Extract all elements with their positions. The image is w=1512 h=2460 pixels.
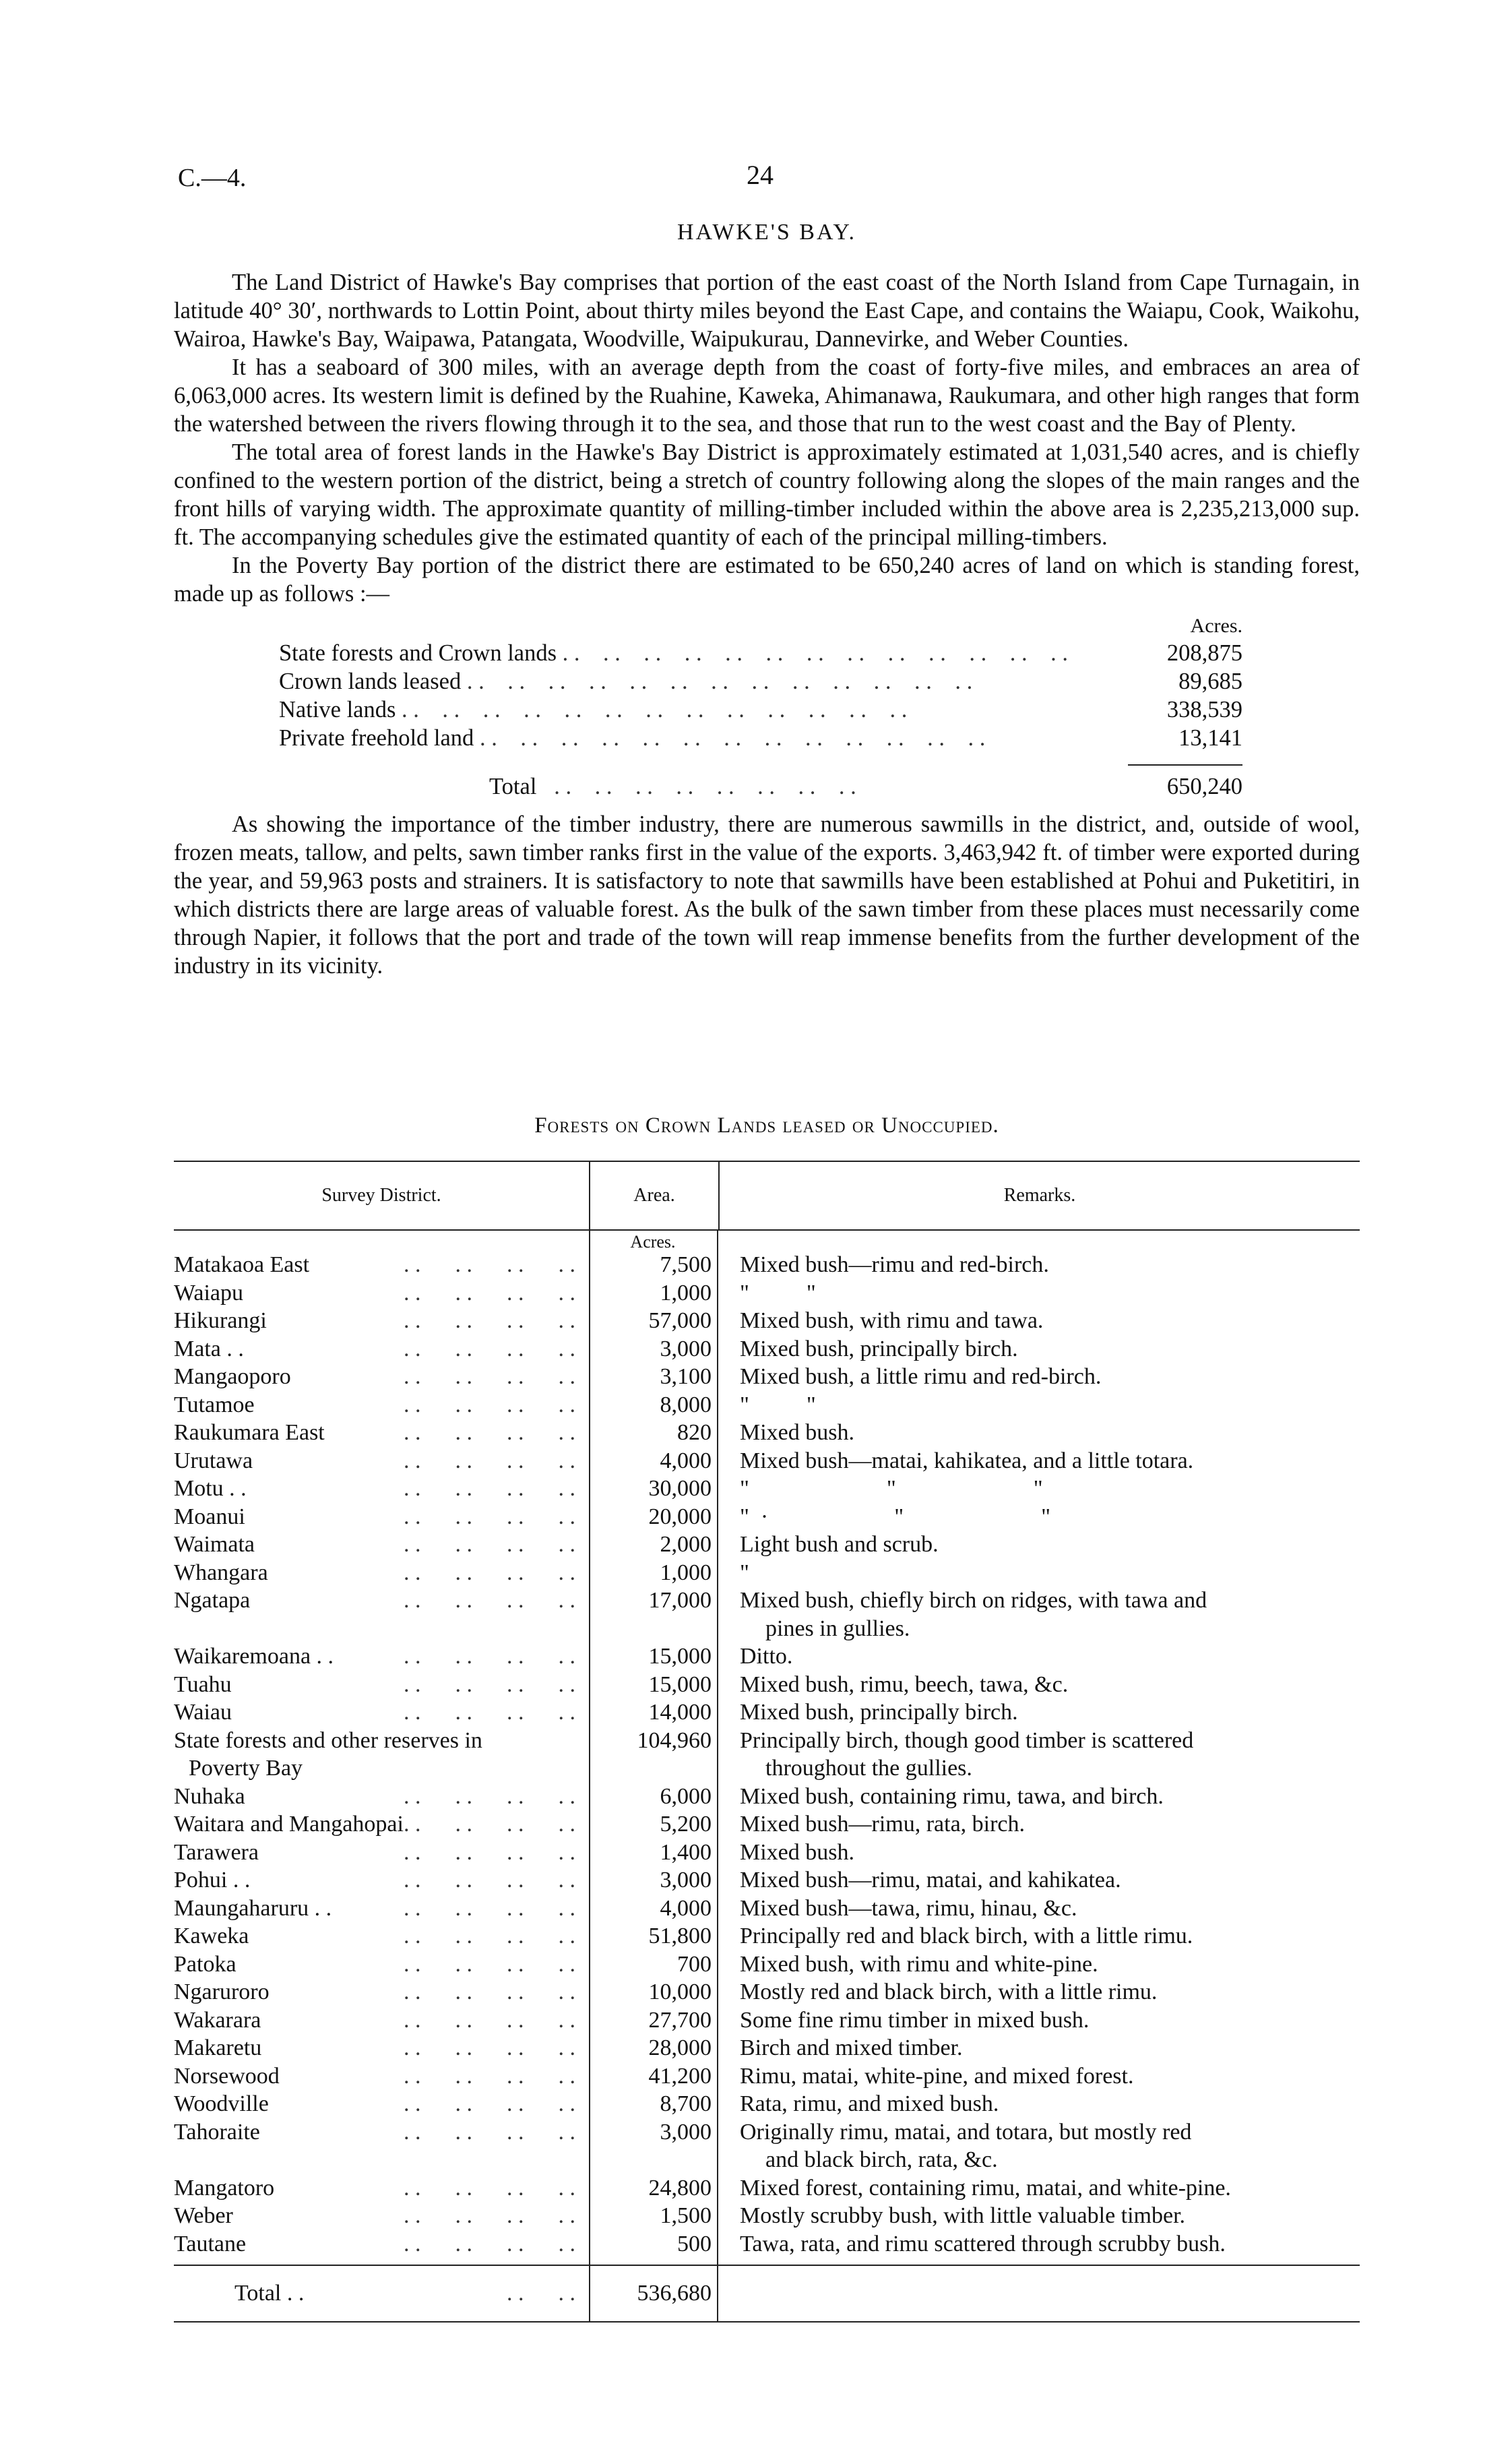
survey-district-name: Maungaharuru . .: [174, 1895, 332, 1921]
survey-district-cell: [174, 2090, 578, 2118]
area-cell: 24,800: [648, 2175, 712, 2201]
remarks-cell: [717, 1475, 1360, 1503]
acreage-row: [279, 724, 1242, 752]
survey-district-name: Waimata: [174, 1532, 255, 1557]
survey-district-name: Hikurangi: [174, 1308, 267, 1333]
acreage-label: Native lands . .: [279, 696, 1114, 724]
remarks-text: Some fine rimu timber in mixed bush.: [740, 2007, 1090, 2033]
table-row: [174, 2062, 1360, 2091]
survey-district-cell: [174, 1950, 578, 1979]
survey-district-name: Mata . .: [174, 1336, 244, 1361]
leader-dots: . . . . . . . .: [404, 1810, 575, 1839]
remarks-cell: [717, 1810, 1360, 1839]
leader-dots: . . . . . . . .: [404, 1866, 575, 1895]
remarks-text: Principally birch, though good timber is scattered: [740, 1727, 1194, 1753]
acreage-total-label: Total . .: [279, 772, 1114, 801]
survey-district-name: Matakaoa East: [174, 1252, 310, 1277]
remarks-text: Light bush and scrub.: [740, 1532, 939, 1557]
survey-district-cell: [174, 1783, 578, 1811]
remarks-text: Ditto.: [740, 1644, 793, 1669]
survey-district-cell: [174, 1279, 578, 1308]
area-cell: 3,000: [660, 1868, 712, 1893]
acreage-total-value: 650,240: [1166, 774, 1242, 799]
area-cell: 820: [677, 1420, 712, 1445]
area-cell: 3,100: [660, 1364, 712, 1389]
acreage-row: [279, 667, 1242, 696]
survey-district-name: Nuhaka: [174, 1783, 245, 1809]
remarks-cell: [717, 1251, 1360, 1279]
area-cell: 1,000: [660, 1280, 712, 1305]
leader-dots: . . . . . . . .: [404, 1335, 575, 1363]
page-header: [174, 159, 1360, 199]
forest-table: [174, 1161, 1360, 2323]
acreage-table: [279, 613, 1242, 801]
survey-district-cell: [174, 1503, 578, 1531]
remarks-text: Mixed bush—rimu, matai, and kahikatea.: [740, 1868, 1121, 1893]
leader-dots: . . . . . . . .: [404, 1950, 575, 1979]
paragraph: It has a seaboard of 300 miles, with an average depth from the coast of forty-five miles, and embraces an area of 6,063,000 acres. Its western limit is defined by the Ruahine, Kaweka, Ahimanawa, Raukumara, and other high ranges that form the watershed between the rivers flowing through it to the sea, and those that run to the west coast and the Bay of Plenty.: [174, 355, 1360, 437]
table-total-row: [174, 2265, 1360, 2321]
remarks-text: Principally red and black birch, with a little rimu.: [740, 1924, 1193, 1948]
survey-district-cell: [174, 1922, 578, 1950]
leader-dots: . . . . . . . .: [404, 1922, 575, 1950]
survey-district-name: Tuahu: [174, 1671, 232, 1697]
leader-dots: . . . . . . . .: [404, 1642, 575, 1671]
table-row: [174, 1727, 1360, 1783]
survey-district-name: Ngaruroro: [174, 1979, 270, 2004]
area-cell: 500: [677, 2231, 712, 2256]
table-row: [174, 2174, 1360, 2203]
area-unit-row: [174, 1231, 1360, 1251]
paragraph: The Land District of Hawke's Bay comprises that portion of the east coast of the North Island from Cape Turnagain, in latitude 40° 30′, northwards to Lottin Point, about thirty miles beyond the East Cape, and contains the Waiapu, Cook, Waikohu, Wairoa, Hawke's Bay, Waipawa, Patangata, Woodville, Waipukurau, Dannevirke, and Weber Counties.: [174, 270, 1360, 352]
table-row: [174, 1698, 1360, 1727]
leader-dots: . . . . . . . .: [404, 1587, 575, 1615]
area-cell: 27,700: [648, 2007, 712, 2033]
survey-district-cell: [174, 1559, 578, 1587]
survey-district-cell: [174, 1642, 578, 1671]
remarks-cell: [717, 1866, 1360, 1895]
survey-district-cell: [174, 1335, 578, 1363]
remarks-cell: [717, 1503, 1360, 1531]
remarks-text: Mixed bush, chiefly birch on ridges, with tawa and: [740, 1588, 1207, 1613]
table-row: [174, 1950, 1360, 1979]
survey-district-name: Woodville: [174, 2091, 269, 2116]
table-row: [174, 2230, 1360, 2258]
area-cell: 8,700: [660, 2091, 712, 2116]
remarks-cell: [717, 1279, 1360, 1308]
survey-district-name: Patoka: [174, 1951, 237, 1977]
table-row: [174, 1531, 1360, 1559]
area-cell: 15,000: [648, 1671, 712, 1697]
survey-district-name: Moanui: [174, 1504, 245, 1529]
leader-dots: . . . . . . . .: [404, 2062, 575, 2091]
survey-district-name: Urutawa: [174, 1448, 253, 1473]
forest-table-title: Forests on Crown Lands leased or Unoccupied.: [534, 1113, 999, 1138]
table-row: [174, 2006, 1360, 2035]
survey-district-cell: [174, 1866, 578, 1895]
remarks-text: Mixed bush, principally birch.: [740, 1336, 1018, 1361]
remarks-cell: [717, 2230, 1360, 2258]
leader-dots: . . . . . . . .: [404, 1671, 575, 1699]
total-label: Total . .: [234, 2281, 305, 2306]
leader-dots: . . . . . . . .: [404, 1391, 575, 1419]
table-row: [174, 1587, 1360, 1642]
remarks-cell: [717, 2006, 1360, 2035]
table-row: [174, 1475, 1360, 1503]
area-cell: 104,960: [637, 1727, 712, 1753]
survey-district-name: Raukumara East: [174, 1420, 325, 1445]
survey-district-cell: [174, 1447, 578, 1475]
area-cell: 4,000: [660, 1448, 712, 1473]
acreage-row: [279, 639, 1242, 667]
remarks-cell: [717, 1671, 1360, 1699]
table-row: [174, 1922, 1360, 1950]
remarks-cell: [717, 2174, 1360, 2203]
survey-district-cell: [174, 1810, 578, 1839]
leader-dots: . . . . . . . .: [404, 1307, 575, 1335]
remarks-cell: [717, 2202, 1360, 2230]
area-cell: 51,800: [648, 1924, 712, 1948]
survey-district-name: Mangatoro: [174, 2175, 275, 2201]
table-header: [174, 1162, 1360, 1231]
acreage-total-row: [279, 772, 1242, 801]
table-row: [174, 2034, 1360, 2062]
remarks-text: Mixed bush.: [740, 1839, 854, 1865]
remarks-text: Mixed bush, with rimu and white-pine.: [740, 1951, 1098, 1977]
acreage-value: 13,141: [1178, 725, 1242, 751]
survey-district-name: Weber: [174, 2203, 233, 2228]
leader-dots: . . . . . . . .: [404, 2202, 575, 2230]
area-cell: 28,000: [648, 2035, 712, 2060]
table-row: [174, 2202, 1360, 2230]
remarks-text: Mixed bush, rimu, beech, tawa, &c.: [740, 1671, 1069, 1697]
remarks-cell: [717, 1895, 1360, 1923]
area-cell: 8,000: [660, 1392, 712, 1417]
survey-district-cell: [174, 1251, 578, 1279]
table-row: [174, 1363, 1360, 1391]
area-cell: 30,000: [648, 1476, 712, 1501]
remarks-cell: [717, 1559, 1360, 1587]
area-cell: 17,000: [648, 1588, 712, 1613]
leader-dots: . . . . . . . .: [404, 1419, 575, 1447]
table-row: [174, 1279, 1360, 1308]
survey-district-name: Mangaoporo: [174, 1364, 291, 1389]
table-row: [174, 1642, 1360, 1671]
survey-district-cell: [174, 2062, 578, 2091]
table-row: [174, 1783, 1360, 1811]
leader-dots: . . . . . . . .: [404, 1839, 575, 1867]
survey-district-cell: [174, 1363, 578, 1391]
area-cell: 6,000: [660, 1783, 712, 1809]
remarks-text: Originally rimu, matai, and totara, but mostly red: [740, 2119, 1192, 2145]
remarks-text: Rimu, matai, white-pine, and mixed forest.: [740, 2063, 1134, 2089]
survey-district-cell: [174, 1307, 578, 1335]
table-row: [174, 1503, 1360, 1531]
remarks-cell: [717, 1922, 1360, 1950]
leader-dots: . . . . . . . .: [404, 1531, 575, 1559]
area-cell: 15,000: [648, 1644, 712, 1669]
leader-dots: . . . . . . . .: [404, 1251, 575, 1279]
area-cell: 10,000: [648, 1979, 712, 2004]
leader-dots: . . . . . . . .: [404, 2090, 575, 2118]
table-row: [174, 1978, 1360, 2006]
table-row: [174, 1447, 1360, 1475]
acreage-label: Crown lands leased . .: [279, 667, 1114, 696]
survey-district-name: Ngatapa: [174, 1588, 251, 1613]
total-cell: [174, 2281, 578, 2306]
acreage-value: 208,875: [1166, 640, 1242, 666]
document-code: C.—4.: [178, 164, 247, 192]
area-cell: 41,200: [648, 2063, 712, 2089]
table-row: [174, 1866, 1360, 1895]
table-row: [174, 2090, 1360, 2118]
survey-district-cell: [174, 2118, 578, 2174]
area-cell: 5,200: [660, 1812, 712, 1837]
survey-district-cell: [174, 1727, 578, 1783]
acreage-unit: Acres.: [1190, 615, 1242, 637]
remarks-cell: [717, 2062, 1360, 2091]
survey-district-name: Norsewood: [174, 2063, 280, 2089]
remarks-continuation: and black birch, rata, &c.: [765, 2147, 998, 2172]
header-survey-district: Survey District.: [174, 1162, 590, 1229]
remarks-text: Mixed bush, principally birch.: [740, 1700, 1018, 1725]
survey-district-name: Wakarara: [174, 2007, 261, 2033]
remarks-cell: [717, 1642, 1360, 1671]
acreage-value: 338,539: [1166, 697, 1242, 722]
remarks-cell: [717, 1419, 1360, 1447]
survey-district-cell: [174, 2006, 578, 2035]
remarks-text: Mixed bush, a little rimu and red-birch.: [740, 1364, 1102, 1389]
survey-district-name: State forests and other reserves in: [174, 1727, 482, 1753]
area-cell: 7,500: [660, 1252, 712, 1277]
area-cell: 14,000: [648, 1700, 712, 1725]
survey-district-name: Whangara: [174, 1560, 268, 1585]
leader-dots: . . . . . . . .: [404, 2034, 575, 2062]
area-cell: 3,000: [660, 1336, 712, 1361]
survey-district-cell: [174, 1698, 578, 1727]
leader-dots: . . . . . . . .: [404, 1978, 575, 2006]
survey-district-name: Waiau: [174, 1700, 232, 1725]
remarks-text: Mixed bush.: [740, 1420, 854, 1445]
area-unit: Acres.: [630, 1232, 676, 1252]
remarks-text: " " ": [740, 1476, 1043, 1501]
survey-district-name: Tarawera: [174, 1839, 259, 1865]
remarks-text: Mostly scrubby bush, with little valuable timber.: [740, 2203, 1186, 2228]
table-row: [174, 2118, 1360, 2174]
survey-district-name: Pohui . .: [174, 1868, 251, 1893]
survey-district-cell: [174, 2174, 578, 2203]
survey-district-name: Tautane: [174, 2231, 247, 2256]
area-cell: 1,000: [660, 1560, 712, 1585]
survey-district-cell: [174, 1391, 578, 1419]
remarks-cell: [717, 1698, 1360, 1727]
remarks-text: Mostly red and black birch, with a little rimu.: [740, 1979, 1158, 2004]
table-row: [174, 1251, 1360, 1279]
survey-district-cell: [174, 2202, 578, 2230]
table-row: [174, 1839, 1360, 1867]
remarks-cell: [717, 1447, 1360, 1475]
paragraph: The total area of forest lands in the Hawke's Bay District is approximately estimated at 1,031,540 acres, and is chiefly confined to the western portion of the district, being a stretch of country following along the slopes of the main ranges and the front hills of varying width. The approximate quantity of milling-timber included within the above area is 2,235,213,000 sup. ft. The accompanying schedules give the estimated quantity of each of the principal milling-timbers.: [174, 439, 1360, 550]
leader-dots: . . . . . . . .: [404, 2230, 575, 2258]
remarks-text: " ": [740, 1392, 816, 1417]
table-row: [174, 1307, 1360, 1335]
survey-district-cell: [174, 1978, 578, 2006]
remarks-text: Birch and mixed timber.: [740, 2035, 963, 2060]
area-cell: 1,500: [660, 2203, 712, 2228]
table-row: [174, 1335, 1360, 1363]
remarks-text: Tawa, rata, and rimu scattered through scrubby bush.: [740, 2231, 1226, 2256]
leader-dots: . . . . . . . .: [404, 2006, 575, 2035]
leader-dots: . . . . . . . .: [404, 1559, 575, 1587]
survey-district-cell: [174, 1475, 578, 1503]
paragraph: As showing the importance of the timber industry, there are numerous sawmills in the district, and, outside of wool, frozen meats, tallow, and pelts, sawn timber ranks first in the value of the exports. 3,463,942 ft. of timber were exported during the year, and 59,963 posts and strainers. It is satisfactory to note that sawmills have been established at Pohui and Puketitiri, in which districts there are large areas of valuable forest. As the bulk of the sawn timber from these places must necessarily come through Napier, it follows that the port and trade of the town will reap immense benefits from the further development of the industry in its vicinity.: [174, 811, 1360, 979]
area-cell: 700: [677, 1951, 712, 1977]
table-row: [174, 1810, 1360, 1839]
table-row: [174, 1895, 1360, 1923]
remarks-text: Mixed bush—rimu, rata, birch.: [740, 1812, 1026, 1837]
table-row: [174, 1559, 1360, 1587]
remarks-cell: [717, 2034, 1360, 2062]
remarks-text: " · " ": [740, 1504, 1050, 1529]
table-row: [174, 1671, 1360, 1699]
survey-district-continuation: Poverty Bay: [189, 1756, 303, 1781]
page-number: 24: [747, 160, 774, 190]
remarks-text: Mixed bush—matai, kahikatea, and a little totara.: [740, 1448, 1194, 1473]
survey-district-name: Waiapu: [174, 1280, 243, 1305]
leader-dots: . . . . . . . .: [404, 1503, 575, 1531]
remarks-cell: [717, 1391, 1360, 1419]
area-cell: 1,400: [660, 1839, 712, 1865]
leader-dots: . . . . . . . .: [404, 1363, 575, 1391]
area-cell: 2,000: [660, 1532, 712, 1557]
leader-dots: . . . . . . . .: [404, 1447, 575, 1475]
remarks-continuation: throughout the gullies.: [765, 1756, 972, 1781]
survey-district-name: Makaretu: [174, 2035, 262, 2060]
remarks-cell: [717, 1307, 1360, 1335]
table-row: [174, 1419, 1360, 1447]
body-text: [174, 268, 1360, 980]
remarks-cell: [717, 1335, 1360, 1363]
remarks-cell: [717, 1839, 1360, 1867]
area-cell: 57,000: [648, 1308, 712, 1333]
acreage-row: [279, 696, 1242, 724]
leader-dots: . . . . . . . .: [404, 1783, 575, 1811]
survey-district-name: Waitara and Mangahopai: [174, 1812, 404, 1837]
total-rule: [1128, 764, 1242, 766]
remarks-text: Mixed bush—tawa, rimu, hinau, &c.: [740, 1895, 1077, 1921]
survey-district-cell: [174, 1587, 578, 1642]
remarks-cell: [717, 1531, 1360, 1559]
survey-district-cell: [174, 1419, 578, 1447]
leader-dots: . . . . . . . .: [404, 1698, 575, 1727]
remarks-text: Mixed bush—rimu and red-birch.: [740, 1252, 1049, 1277]
table-row: [174, 1391, 1360, 1419]
leader-dots: . . . . . . . .: [404, 2174, 575, 2203]
remarks-cell: [717, 2090, 1360, 2118]
leader-dots: . . . . . . . .: [404, 1895, 575, 1923]
survey-district-cell: [174, 1671, 578, 1699]
acreage-value: 89,685: [1178, 669, 1242, 694]
acreage-label: State forests and Crown lands . .: [279, 639, 1114, 667]
remarks-cell: [717, 1950, 1360, 1979]
area-cell: 4,000: [660, 1895, 712, 1921]
area-cell: 3,000: [660, 2119, 712, 2145]
survey-district-cell: [174, 1531, 578, 1559]
survey-district-name: Kaweka: [174, 1924, 249, 1948]
remarks-text: ": [740, 1560, 749, 1585]
table-bottom-rule: [174, 2321, 1360, 2323]
remarks-cell: [717, 1363, 1360, 1391]
remarks-text: Mixed forest, containing rimu, matai, and white-pine.: [740, 2175, 1231, 2201]
remarks-text: Rata, rimu, and mixed bush.: [740, 2091, 999, 2116]
section-title: HAWKE'S BAY.: [676, 220, 857, 245]
remarks-text: Mixed bush, containing rimu, tawa, and birch.: [740, 1783, 1164, 1809]
remarks-text: Mixed bush, with rimu and tawa.: [740, 1308, 1044, 1333]
total-value: 536,680: [637, 2281, 712, 2306]
survey-district-cell: [174, 1895, 578, 1923]
area-cell: 20,000: [648, 1504, 712, 1529]
acreage-label: Private freehold land . .: [279, 724, 1114, 752]
leader-dots: . . . .: [507, 2281, 575, 2306]
survey-district-cell: [174, 2230, 578, 2258]
survey-district-name: Motu . .: [174, 1476, 247, 1501]
remarks-cell: [717, 2118, 1360, 2174]
survey-district-name: Waikaremoana . .: [174, 1644, 334, 1669]
survey-district-name: Tutamoe: [174, 1392, 255, 1417]
survey-district-cell: [174, 1839, 578, 1867]
remarks-continuation: pines in gullies.: [765, 1616, 910, 1641]
remarks-text: " ": [740, 1280, 816, 1305]
header-remarks: Remarks.: [1003, 1185, 1076, 1206]
remarks-cell: [717, 1978, 1360, 2006]
remarks-cell: [717, 1587, 1360, 1642]
leader-dots: . . . . . . . .: [404, 1475, 575, 1503]
table-body: [174, 1231, 1360, 2321]
remarks-cell: [717, 1727, 1360, 1783]
header-area: Area.: [590, 1162, 720, 1229]
leader-dots: . . . . . . . .: [404, 2118, 575, 2147]
survey-district-name: Tahoraite: [174, 2119, 260, 2145]
leader-dots: . . . . . . . .: [404, 1279, 575, 1308]
paragraph: In the Poverty Bay portion of the district there are estimated to be 650,240 acres of land on which is standing forest, made up as follows :—: [174, 553, 1360, 607]
survey-district-cell: [174, 2034, 578, 2062]
remarks-cell: [717, 1783, 1360, 1811]
